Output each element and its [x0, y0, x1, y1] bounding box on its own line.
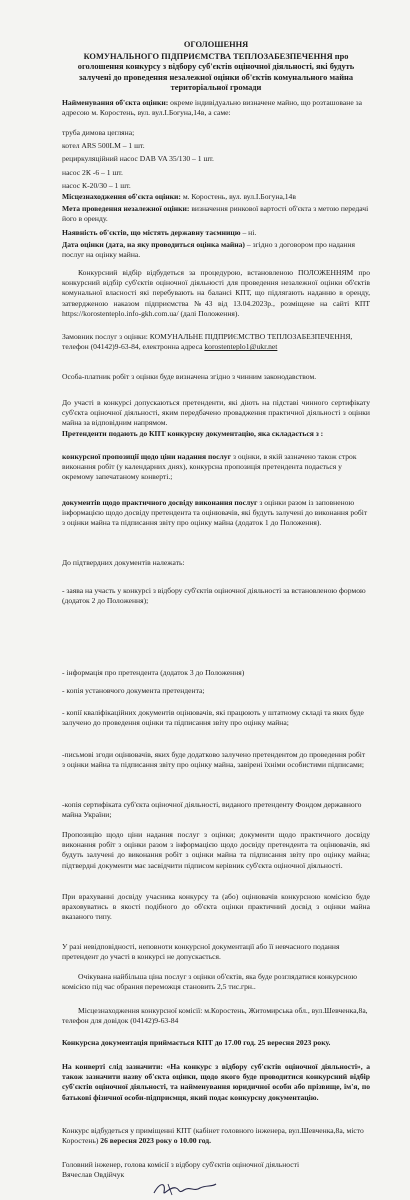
venue-paragraph: Конкурс відбудеться у приміщенні КПТ (кабінет головного інженера, вул.Шевченка,8а, місто Коростень) 26 вересня 2023 року о 10.00 год.: [62, 1126, 364, 1146]
supporting-item: - інформація про претендента (додаток 3 до Положення): [62, 668, 245, 677]
incomplete-paragraph: У разі невідповідності, неповноти конкурсної документації або її невчасного подання претендент до участі в конкурсі не допускається.: [62, 942, 340, 962]
procedure-paragraph: Конкурсний відбір відбудеться за процедурою, встановленою ПОЛОЖЕННЯМ про конкурсний відбір суб'єктів оціночної діяльності для проведення незалежної оцінки об'єктів комунальної власності які перебувають на балансі КПТ, що підлягають наданню в оренду, затвердженою наказом підприємства №43 від 13.04.2023р., розміщене на сайті КПТ https://korostenteplo.info-gkh.com.ua/ (далі Положення).: [62, 268, 370, 318]
envelope-paragraph: На конверті слід зазначити: «На конкурс з відбору суб'єктів оціночної діяльності», а також зазначити назву об'єкта оцінки, щодо якого буде проводитися конкурсний відбір суб'єктів оціночної діяльності, та найменування юридичної особи або прізвище, ім'я, по батькові фізичної особи-підприємця, який подає конкурсну документацію.: [62, 1062, 370, 1102]
supporting-item: -копія сертифіката суб'єкта оціночної діяльності, виданого претенденту Фондом державного майна України;: [62, 800, 362, 820]
admission-paragraph: До участі в конкурсі допускаються претенденти, які діють на підставі чинного сертифікату суб'єкта оціночної діяльності, яким передбачено провадження практичної діяльності з оцінки майна за відповідним напрямом.: [62, 398, 370, 428]
signer-role: Головний інженер, голова комісії з відбору суб'єктів оціночної діяльності: [62, 1160, 300, 1169]
experience-paragraph: документів щодо практичного досвіду виконання послуг з оцінки разом із заповненою інформацією щодо досвіду претендента та оцінювачів, які будуть залучені до виконання робіт з оцінки майна та підписання звіту про оцінку майна (додаток 1 до Положення).: [62, 498, 368, 528]
commission-paragraph: Місцезнаходження конкурсної комісії: м.Коростень, Житомирська обл., вул.Шевченка,8а, телефон для довідок (04142)9-63-84: [62, 1006, 368, 1026]
object-item: котел ARS 500LM – 1 шт.: [62, 141, 145, 151]
price-offer-paragraph: конкурсної пропозиції щодо ціни надання послуг з оцінки, в якій зазначено також строк виконання робіт (у календарних днях), конкурсна пропозиція претендента подається у окремому запечатаному конверті.;: [62, 452, 357, 482]
experience-note-paragraph: При врахуванні досвіду учасника конкурсу та (або) оцінювачів конкурсною комісією буде враховуватись в якості подібного до об'єкта оцінки практичний досвід з оцінки майна вказаного типу.: [62, 892, 370, 922]
object-item: насос 2К -6 – 1 шт.: [62, 167, 123, 177]
state-secret: Наявність об'єктів, що містять державну таємницю – ні.: [62, 228, 257, 237]
org-tail: про оголошення конкурсу з відбору суб'єктів оціночної діяльності, які будуть залучені до проведення незалежної оцінки об'єктів комунального майна територіальної громади: [77, 52, 355, 93]
max-price-paragraph: Очікувана найбільша ціна послуг з оцінки об'єктів, яка буде розглядатися конкурсною комісією під час обрання переможця становить 2,5 тис.грн..: [62, 972, 358, 992]
docs-intro: Претенденти подають до КПТ конкурсну документацію, яка складається з :: [62, 429, 324, 438]
proposal-signed-paragraph: Пропозицію щодо ціни надання послуг з оцінки; документи щодо практичного досвіду виконання робіт з оцінки разом з інформацією щодо досвіду претендента та оцінювачів, які будуть залучені до виконання робіт з оцінки майна та підписання звіту про оцінку майна; підтвердні документи має засвідчити підписом керівник суб'єкта оціночної діяльності.: [62, 830, 370, 870]
signer-name: Вячеслав Овдійчук: [62, 1170, 125, 1180]
object-item: рециркуляційний насос DAB VA 35/130 – 1 шт.: [62, 154, 214, 164]
payer-paragraph: Особа-платник робіт з оцінки буде визначена згідно з чинним законодавством.: [62, 372, 317, 381]
object-item: труба димова цегляна;: [62, 128, 135, 137]
object-item: насос К-20/30 – 1 шт.: [62, 180, 131, 190]
org-name: КОМУНАЛЬНОГО ПІДПРИЄМСТВА ТЕПЛОЗАБЕЗПЕЧЕННЯ: [83, 52, 333, 61]
supporting-item: - копія установчого документа претендента;: [62, 686, 205, 695]
object-purpose: Мета проведення незалежної оцінки: визначення ринкової вартості об'єкта з метою передачі його в оренду.: [62, 204, 369, 224]
supporting-title: До підтвердних документів належать:: [62, 558, 185, 567]
announcement-title: ОГОЛОШЕННЯ: [183, 40, 249, 49]
supporting-item: -письмові згоди оцінювачів, яких буде додатково залучено претендентом до проведення робіт з оцінки майна та підписання звіту про оцінку майна, завірені їхніми особистими підписами;: [62, 750, 366, 770]
announcement-subtitle: [62, 52, 370, 94]
object-name: Найменування об'єкта оцінки: окреме індивідуально визначене майно, що розташоване за адресою м. Коростень, вул. вул.І.Богуна,14в, а саме:: [62, 98, 362, 118]
customer-paragraph: Замовник послуг з оцінки: КОМУНАЛЬНЕ ПІДПРИЄМСТВО ТЕПЛОЗАБЕЗПЕЧЕННЯ, телефон (04142)9-63-84, електронна адреса korostenteplo1@ukr.net: [62, 332, 353, 352]
deadline-paragraph: Конкурсна документація приймається КПТ до 17.00 год. 25 вересня 2023 року.: [62, 1038, 331, 1047]
handwritten-signature-icon: [150, 1178, 220, 1198]
valuation-date: Дата оцінки (дата, на яку проводиться оцінка майна) – згідно з договором про надання послуг на оцінку майна.: [62, 240, 356, 260]
object-items: [62, 128, 370, 191]
supporting-item: - копії кваліфікаційних документів оцінювачів, які працюють у штатному складі та яких буде залучено до проведення оцінки та підписання звіту про оцінку майна;: [62, 708, 364, 728]
object-location: Місцезнаходження об'єкта оцінки: м. Коростень, вул. вул.І.Богуна,14в: [62, 192, 296, 201]
email-link[interactable]: korostenteplo1@ukr.net: [204, 342, 278, 352]
supporting-item: - заява на участь у конкурсі з відбору суб'єктів оціночної діяльності за встановленою формою (додаток 2 до Положення);: [62, 586, 366, 606]
